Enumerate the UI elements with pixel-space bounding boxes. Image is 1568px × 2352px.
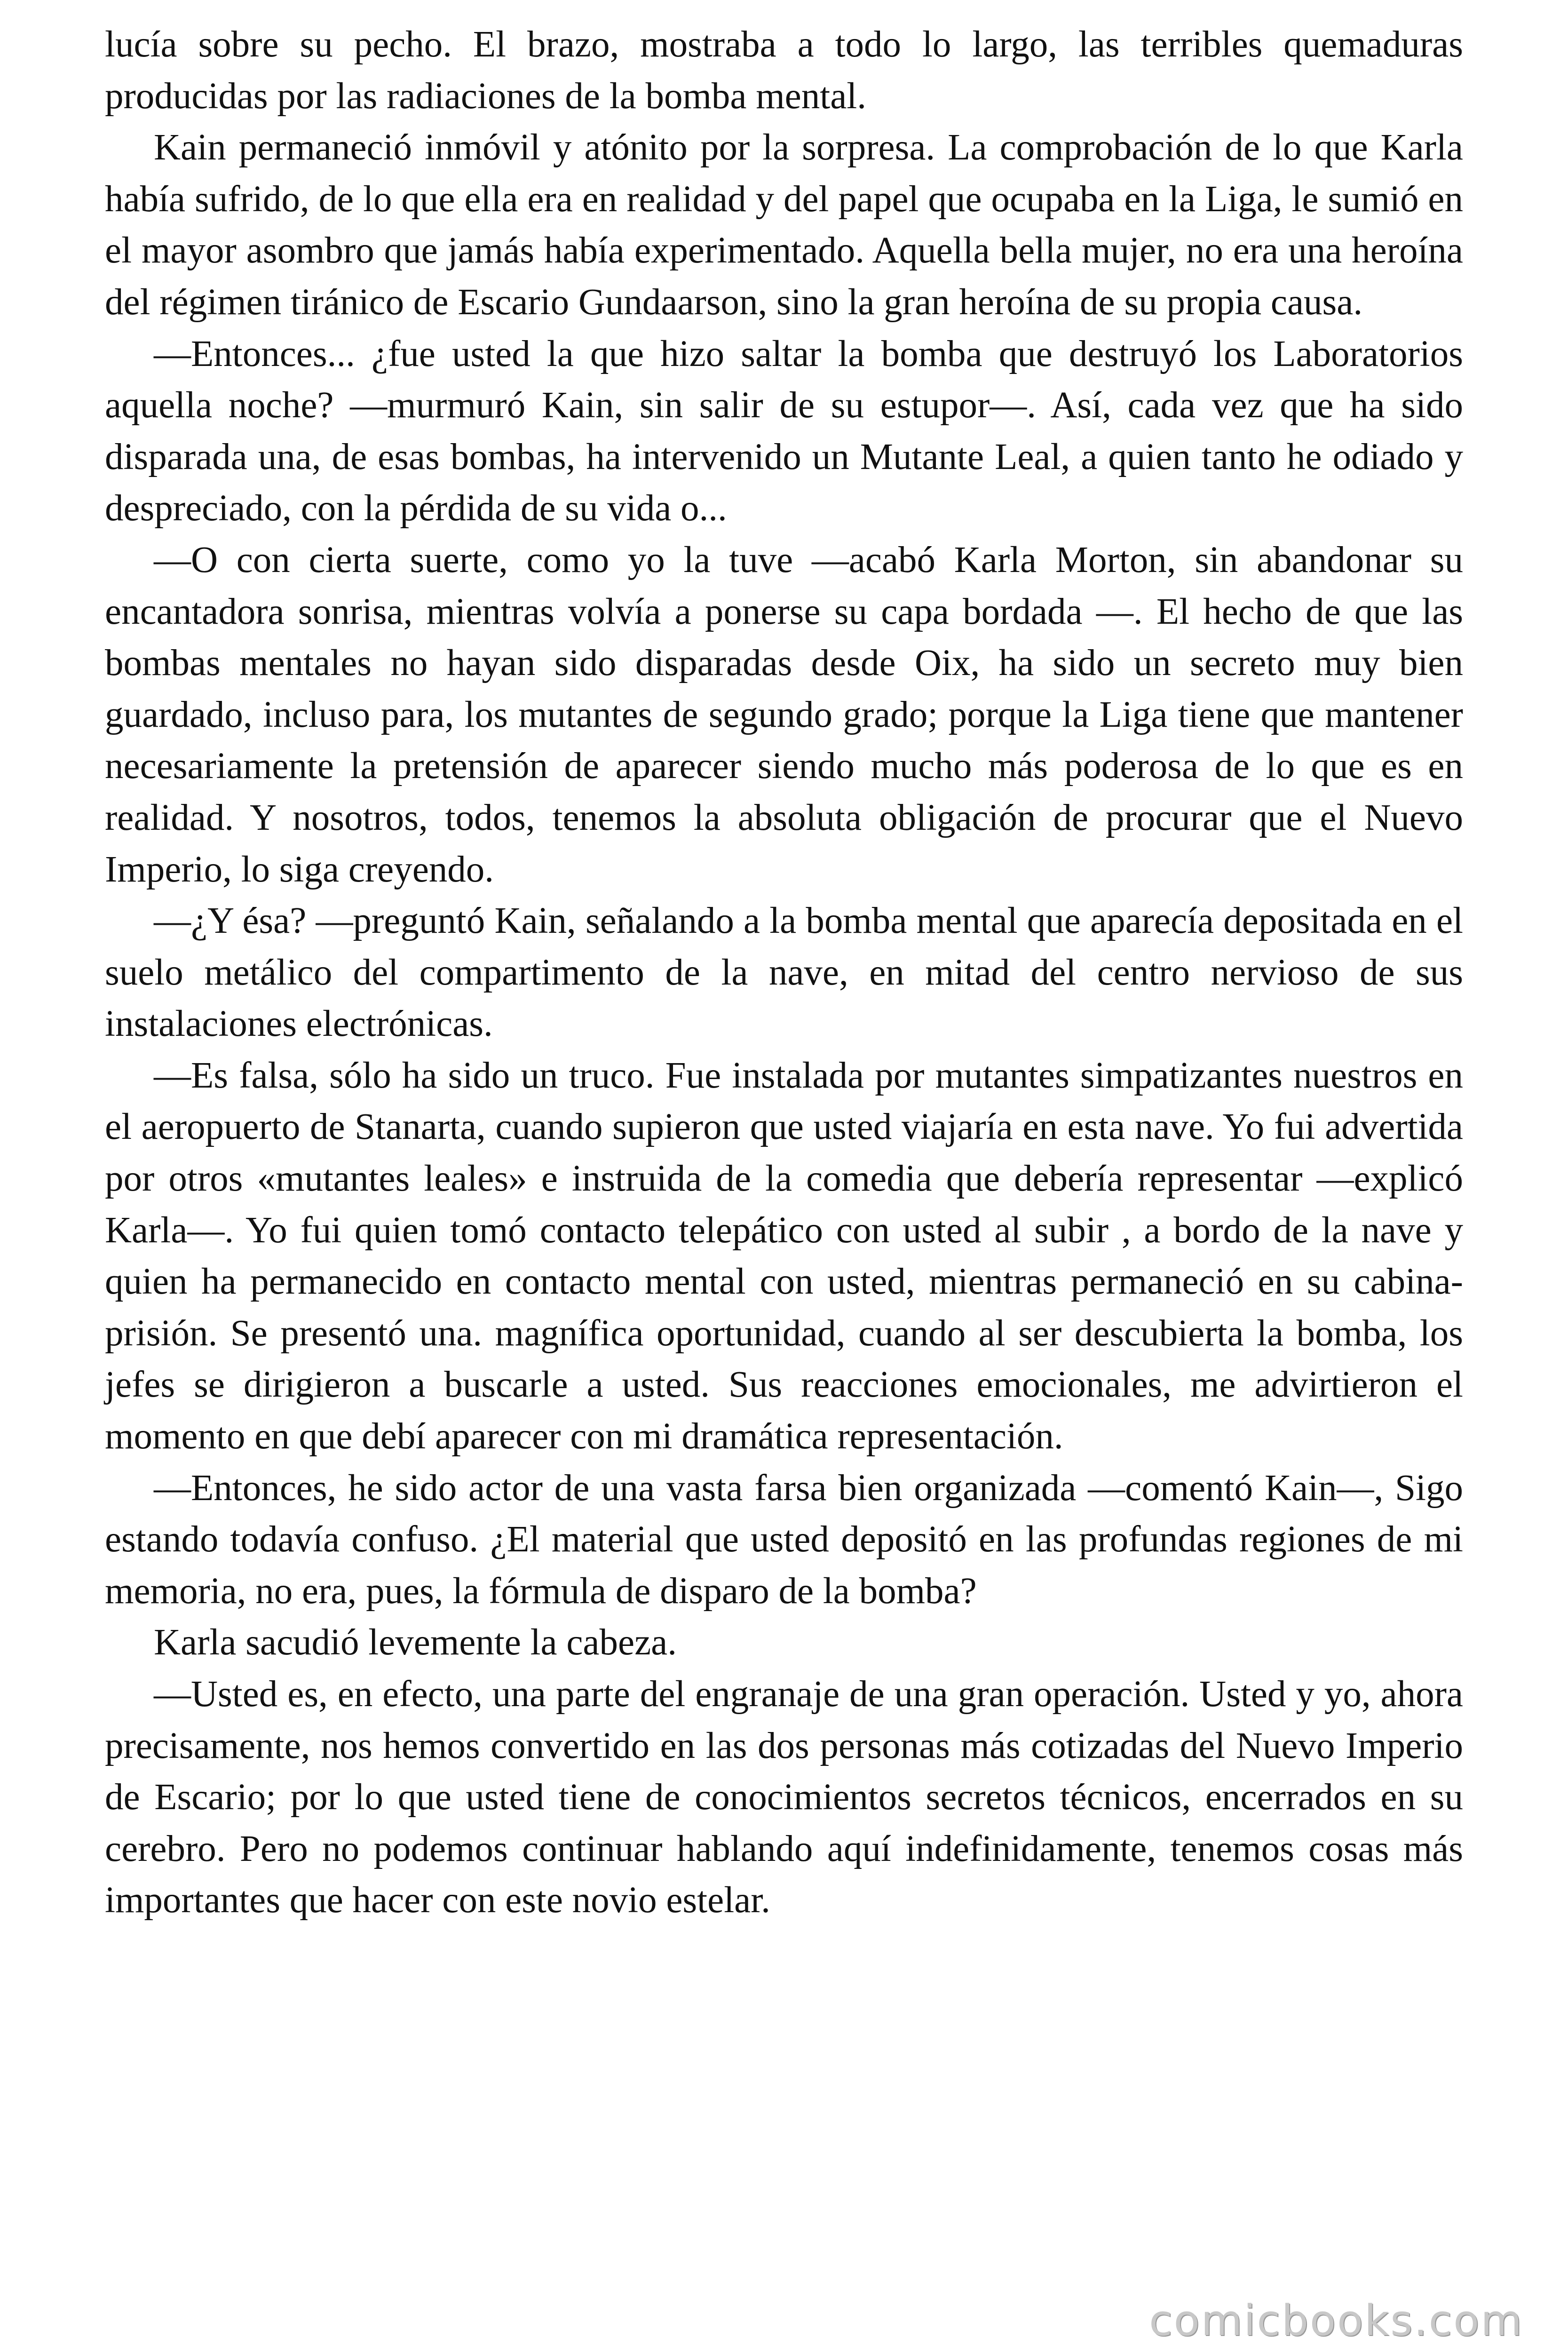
page-body <box>105 19 1463 1926</box>
paragraph-9: —Usted es, en efecto, una parte del engranaje de una gran operación. Usted y yo, ahora precisamente, nos hemos convertido en las dos personas más cotizadas del Nuevo Imperio de Escario; por lo que usted tiene de conocimientos secretos técnicos, encerrados en su cerebro. Pero no podemos continuar hablando aquí indefinidamente, tenemos cosas más importantes que hacer con este novio estelar. <box>105 1674 1463 1921</box>
paragraph-5: —¿Y ésa? —preguntó Kain, señalando a la bomba mental que aparecía depositada en el suelo metálico del compartimento de la nave, en mitad del centro nervioso de sus instalaciones electrónicas. <box>105 900 1463 1045</box>
paragraph-7: —Entonces, he sido actor de una vasta farsa bien organizada —comentó Kain—, Sigo estando todavía confuso. ¿El material que usted depositó en las profundas regiones de mi memoria, no era, pues, la fórmula de disparo de la bomba? <box>105 1467 1463 1612</box>
paragraph-8: Karla sacudió levemente la cabeza. <box>154 1622 677 1663</box>
paragraph-1: lucía sobre su pecho. El brazo, mostraba a todo lo largo, las terribles quemaduras producidas por las radiaciones de la bomba mental. <box>105 24 1463 117</box>
watermark-text: comicbooks.com <box>1149 2296 1523 2345</box>
paragraph-3: —Entonces... ¿fue usted la que hizo saltar la bomba que destruyó los Laboratorios aquella noche? —murmuró Kain, sin salir de su estupor—. Así, cada vez que ha sido disparada una, de esas bombas, ha intervenido un Mutante Leal, a quien tanto he odiado y despreciado, con la pérdida de su vida o... <box>105 333 1463 529</box>
paragraph-6: —Es falsa, sólo ha sido un truco. Fue instalada por mutantes simpatizantes nuestros en el aeropuerto de Stanarta, cuando supieron que usted viajaría en esta nave. Yo fui advertida por otros «mutantes leales» e instruida de la comedia que debería representar —explicó Karla—. Yo fui quien tomó contacto telepático con usted al subir , a bordo de la nave y quien ha permanecido en contacto mental con usted, mientras permaneció en su cabina-prisión. Se presentó una. magnífica oportunidad, cuando al ser descubierta la bomba, los jefes se dirigieron a buscarle a usted. Sus reacciones emocionales, me advirtieron el momento en que debí aparecer con mi dramática representación. <box>105 1055 1463 1457</box>
paragraph-4: —O con cierta suerte, como yo la tuve —acabó Karla Morton, sin abandonar su encantadora sonrisa, mientras volvía a ponerse su capa bordada —. El hecho de que las bombas mentales no hayan sido disparadas desde Oix, ha sido un secreto muy bien guardado, incluso para, los mutantes de segundo grado; porque la Liga tiene que mantener necesariamente la pretensión de aparecer siendo mucho más poderosa de lo que es en realidad. Y nosotros, todos, tenemos la absoluta obligación de procurar que el Nuevo Imperio, lo siga creyendo. <box>105 539 1463 890</box>
paragraph-2: Kain permaneció inmóvil y atónito por la sorpresa. La comprobación de lo que Karla había sufrido, de lo que ella era en realidad y del papel que ocupaba en la Liga, le sumió en el mayor asombro que jamás había experimentado. Aquella bella mujer, no era una heroína del régimen tiránico de Escario Gundaarson, sino la gran heroína de su propia causa. <box>105 127 1463 323</box>
